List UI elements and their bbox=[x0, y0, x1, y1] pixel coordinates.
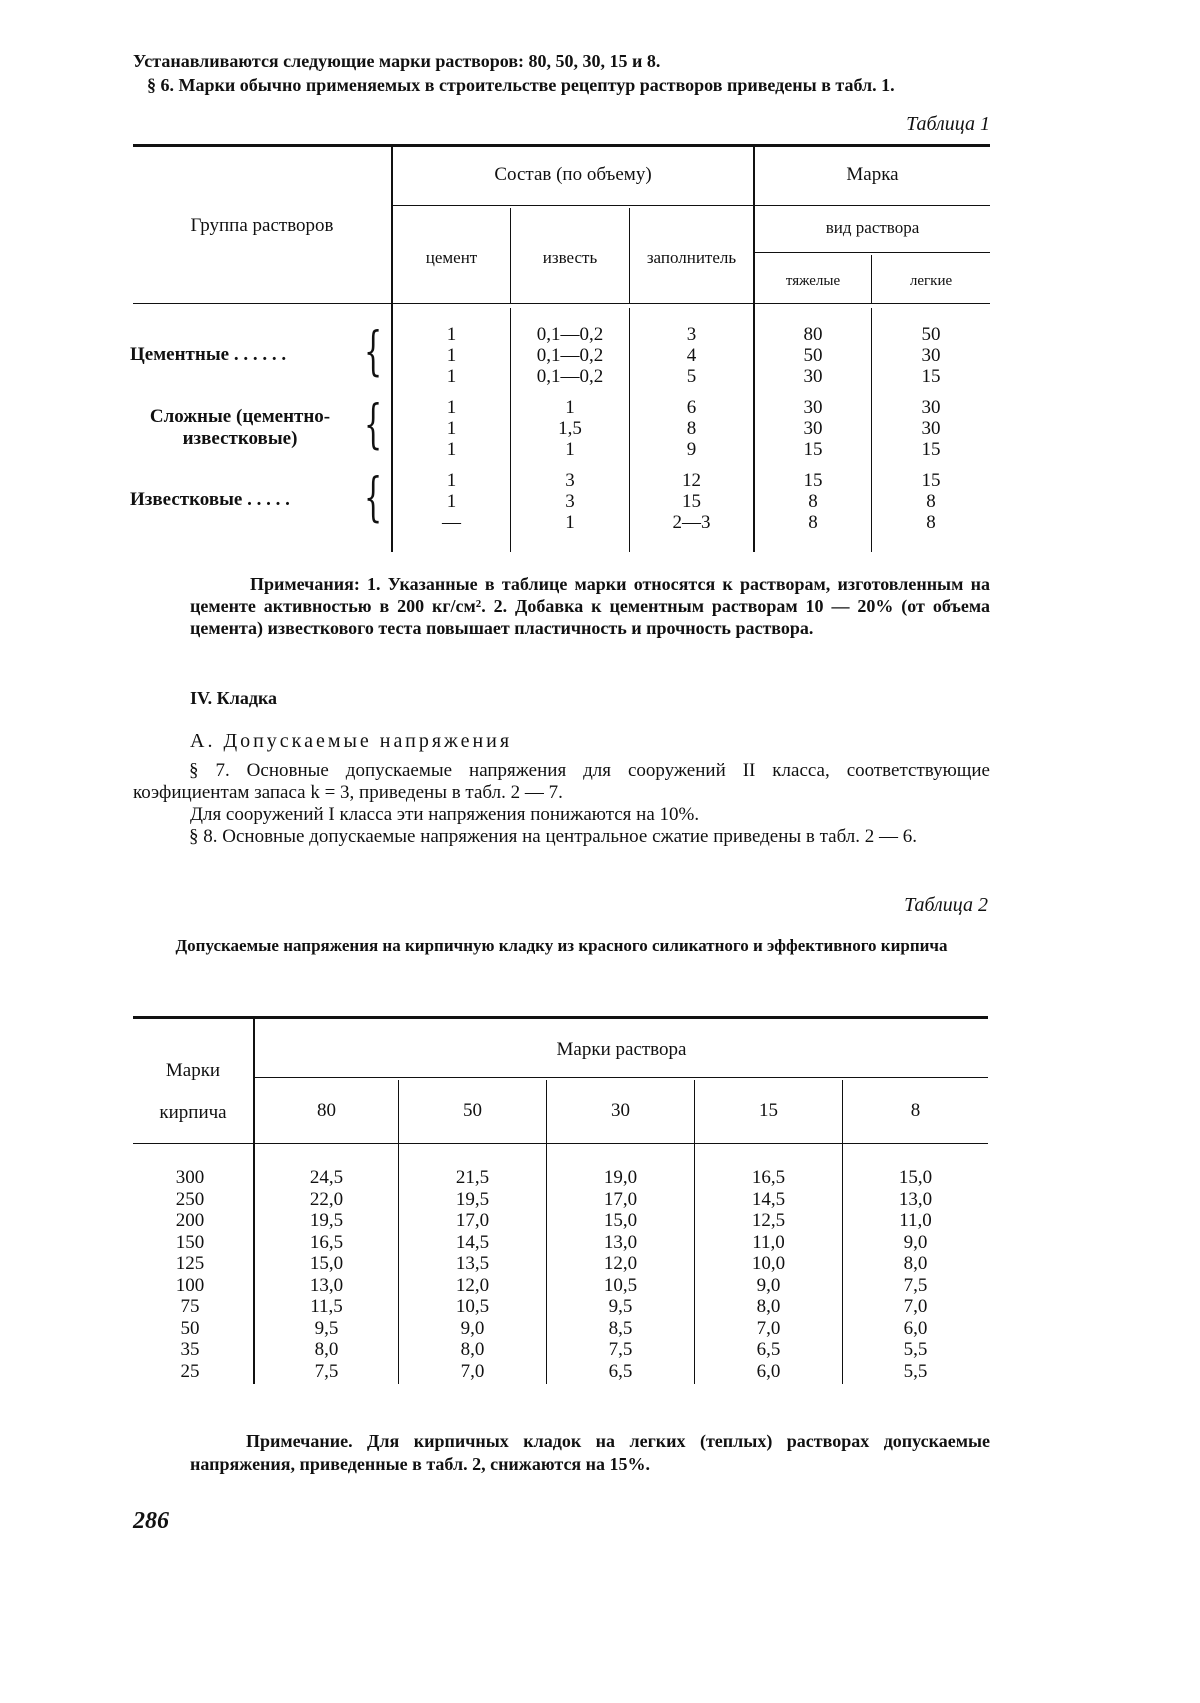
table2-value-col: 24,5 22,0 19,5 16,5 15,0 13,0 11,5 9,5 8,0 7,5 bbox=[309, 1167, 344, 1382]
table1-header-filler: заполнитель bbox=[646, 248, 737, 267]
table2-mortar-rule bbox=[255, 1077, 988, 1078]
table2-value-col: 15,0 13,0 11,0 9,0 8,0 7,5 7,0 6,0 5,5 5,5 bbox=[898, 1167, 933, 1382]
table1-header-mortar-type: вид раствора bbox=[825, 218, 920, 237]
table1-header-lime: известь bbox=[542, 248, 598, 267]
brace-icon: { bbox=[364, 468, 383, 528]
intro-line: Устанавливаются следующие марки растворов: 80, 50, 30, 15 и 8. bbox=[133, 51, 661, 71]
paragraph-7: § 7. Основные допускаемые напряжения для сооружений II класса, соответствующие коэфициентам запаса k = 3, приведены в табл. 2 — 7. bbox=[133, 760, 990, 803]
table1-heavy-col: 30 30 15 bbox=[803, 397, 823, 460]
brace-icon: { bbox=[364, 322, 383, 382]
table1-lime-col: 0,1—0,2 0,1—0,2 0,1—0,2 bbox=[536, 324, 604, 387]
table1-header-heavy: тяжелые bbox=[785, 273, 841, 289]
table1-heavy-col: 15 8 8 bbox=[803, 470, 823, 533]
table1-heavy-col: 80 50 30 bbox=[803, 324, 823, 387]
table1-mark-rule bbox=[755, 205, 990, 206]
table2-mortar-mark: 8 bbox=[910, 1100, 921, 1121]
table2-header-brick: Марки кирпича bbox=[159, 1060, 227, 1123]
table1-label: Таблица 1 bbox=[906, 113, 990, 135]
table1-group-name: Известковые . . . . . bbox=[130, 489, 290, 510]
table2-value-col: 21,5 19,5 17,0 14,5 13,5 12,0 10,5 9,0 8,0 7,0 bbox=[455, 1167, 490, 1382]
table1-top-rule bbox=[133, 144, 990, 147]
table1-filler-col: 6 8 9 bbox=[686, 397, 697, 460]
table2-header-rule bbox=[133, 1143, 988, 1144]
table1-header-cement: цемент bbox=[425, 248, 478, 267]
table1-filler-col: 12 15 2—3 bbox=[672, 470, 711, 533]
table1-header-rule bbox=[133, 303, 990, 304]
table1-header-light: легкие bbox=[909, 273, 953, 289]
table1-cement-col: 1 1 1 bbox=[446, 324, 457, 387]
table2-note: Примечание. Для кирпичных кладок на легких (теплых) растворах допускаемые напряжения, приведенные в табл. 2, снижаются на 15%. bbox=[190, 1431, 990, 1474]
table1-comp-rule bbox=[393, 205, 753, 206]
paragraph-6: § 6. Марки обычно применяемых в строительстве рецептур растворов приведены в табл. 1. bbox=[147, 75, 895, 95]
table2-mortar-mark: 30 bbox=[611, 1100, 630, 1121]
table1-light-col: 50 30 15 bbox=[921, 324, 941, 387]
table1-header-composition: Состав (по объему) bbox=[494, 164, 652, 185]
table1-light-col: 15 8 8 bbox=[921, 470, 941, 533]
section-heading: IV. Кладка bbox=[190, 688, 278, 708]
table1-note: Примечания: 1. Указанные в таблице марки относятся к растворам, изготовленным на цементе активностью в 200 кг/см². 2. Добавка к цементным растворам 10 — 20% (от объема цемента) известкового теста повышает пластичность и прочность раствора. bbox=[190, 574, 990, 638]
table2-top-rule bbox=[133, 1016, 988, 1019]
table2-value-col: 16,5 14,5 12,5 11,0 10,0 9,0 8,0 7,0 6,5 6,0 bbox=[751, 1167, 786, 1382]
brace-icon: { bbox=[364, 395, 383, 455]
table2-label: Таблица 2 bbox=[904, 894, 988, 916]
table1-group-name: Сложные (цементно-известковые) bbox=[149, 406, 331, 449]
table2-title: Допускаемые напряжения на кирпичную кладку из красного силикатного и эффективного кирпича bbox=[175, 936, 948, 955]
table1-group-name: Цементные . . . . . . bbox=[130, 344, 287, 365]
table2-brick-col: 300 250 200 150 125 100 75 50 35 25 bbox=[175, 1167, 205, 1382]
table2-header-mortar: Марки раствора bbox=[556, 1039, 687, 1060]
table1-cement-col: 1 1 1 bbox=[446, 397, 457, 460]
paragraph-7b: Для сооружений I класса эти напряжения понижаются на 10%. bbox=[190, 804, 700, 825]
table2-mortar-mark: 80 bbox=[317, 1100, 336, 1121]
table1-lime-col: 3 3 1 bbox=[565, 470, 575, 533]
table1-cement-col: 1 1 — bbox=[442, 470, 461, 533]
table1-filler-col: 3 4 5 bbox=[686, 324, 697, 387]
table1-lime-col: 1 1,5 1 bbox=[558, 397, 582, 460]
table2-mortar-mark: 50 bbox=[463, 1100, 482, 1121]
table2-mortar-mark: 15 bbox=[759, 1100, 778, 1121]
table1-header-group: Группа растворов bbox=[190, 215, 334, 236]
paragraph-8: § 8. Основные допускаемые напряжения на центральное сжатие приведены в табл. 2 — 6. bbox=[189, 826, 918, 847]
table1-light-col: 30 30 15 bbox=[921, 397, 941, 460]
page-number: 286 bbox=[133, 1508, 169, 1534]
table1-header-mark: Марка bbox=[846, 164, 899, 185]
table2-value-col: 19,0 17,0 15,0 13,0 12,0 10,5 9,5 8,5 7,5 6,5 bbox=[603, 1167, 638, 1382]
section-subheading: А. Допускаемые напряжения bbox=[190, 730, 513, 752]
table1-type-rule bbox=[755, 252, 990, 253]
